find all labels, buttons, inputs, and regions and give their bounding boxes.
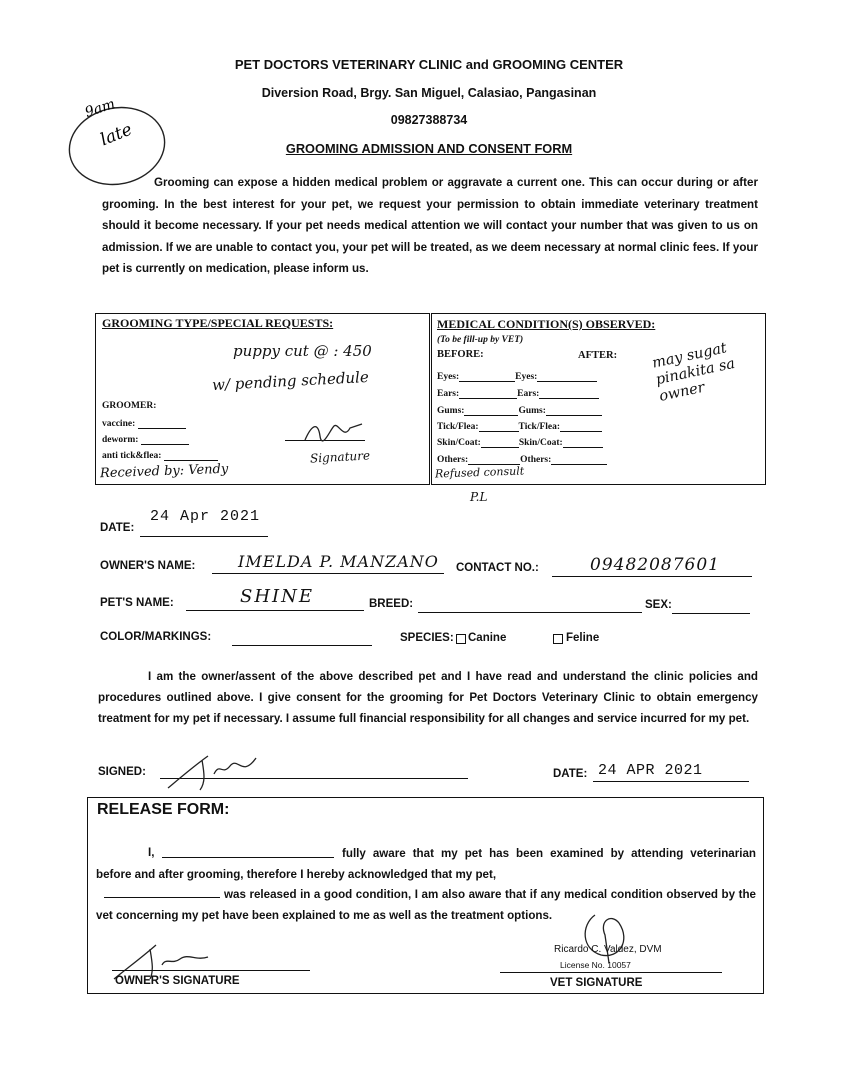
grooming-request-line2: w/ pending schedule xyxy=(211,367,370,395)
refused-consult: Refused consult xyxy=(434,464,525,481)
vet-signature-label: VET SIGNATURE xyxy=(550,977,643,989)
grooming-heading: GROOMING TYPE/SPECIAL REQUESTS: xyxy=(102,316,334,330)
owner-signature-label: OWNER'S SIGNATURE xyxy=(115,975,240,987)
medical-row-skincoat: Skin/Coat: Skin/Coat: xyxy=(437,437,603,448)
canine-label: Canine xyxy=(468,632,507,644)
date-value: 24 Apr 2021 xyxy=(150,508,261,525)
clinic-phone: 09827388734 xyxy=(390,113,468,127)
feline-label: Feline xyxy=(566,632,600,644)
groomer-signature-scribble xyxy=(300,418,370,448)
initials: P.L xyxy=(470,490,488,504)
owner-signature-line xyxy=(112,970,310,971)
owner-label: OWNER'S NAME: xyxy=(100,560,196,572)
contact-label: CONTACT NO.: xyxy=(456,562,539,574)
grooming-request-line1: puppy cut @ : 450 xyxy=(233,342,372,360)
signed-date-label: DATE: xyxy=(553,768,588,780)
clinic-address: Diversion Road, Brgy. San Miguel, Calasiao, Pangasinan xyxy=(261,86,597,100)
release-text-2: was released in a good condition, I am also aware that if any medical condition observed by the vet concerning my pet have been explained to me as well as the treatment options. xyxy=(96,888,756,922)
sex-label: SEX: xyxy=(645,599,672,611)
vet-signature-scribble xyxy=(575,905,645,965)
vet-license: License No. 10057 xyxy=(560,960,631,970)
form-title: GROOMING ADMISSION AND CONSENT FORM xyxy=(285,141,573,156)
date-label: DATE: xyxy=(100,522,135,534)
medical-heading: MEDICAL CONDITION(S) OBSERVED: xyxy=(437,317,656,331)
species-label: SPECIES: xyxy=(400,632,454,644)
deworm-row: deworm: xyxy=(102,434,189,445)
signature-label: Signature xyxy=(309,448,371,466)
signed-date-value: 24 APR 2021 xyxy=(598,762,703,779)
owner-signature-scribble xyxy=(160,748,270,794)
medical-row-tickflea: Tick/Flea: Tick/Flea: xyxy=(437,421,602,432)
feline-checkbox[interactable] xyxy=(553,634,563,644)
release-heading: RELEASE FORM: xyxy=(97,801,230,818)
release-i: I, xyxy=(148,846,155,859)
antitick-row: anti tick&flea: xyxy=(102,450,218,461)
intro-paragraph: Grooming can expose a hidden medical problem or aggravate a current one. This can occur during or after grooming. In the best interest for your pet, we request your permission to obtain immediate veterinary treatment should it become necessary. If your pet needs medical attention we will contact your number that was given to us on admission. If we are unable to contact you, your pet will be treated, as we deem necessary at normal clinic fees. If your pet is currently on medication, please inform us. xyxy=(102,176,758,275)
canine-checkbox[interactable] xyxy=(456,634,466,644)
clinic-name: PET DOCTORS VETERINARY CLINIC and GROOMING CENTER xyxy=(234,57,624,72)
after-label: AFTER: xyxy=(578,350,618,361)
medical-hand-note: may sugat pinakita sa owner xyxy=(650,340,737,405)
medical-row-gums: Gums: Gums: xyxy=(437,405,602,416)
medical-row-others: Others: Others: xyxy=(437,454,607,465)
vet-name: Ricardo C. Valdez, DVM xyxy=(554,944,662,955)
medical-subheading: (To be fill-up by VET) xyxy=(437,335,524,345)
color-label: COLOR/MARKINGS: xyxy=(100,631,212,643)
medical-row-ears: Ears: Ears: xyxy=(437,388,599,399)
color-line xyxy=(232,629,372,646)
owner-value[interactable]: IMELDA P. MANZANO xyxy=(238,552,439,571)
breed-line xyxy=(418,596,642,613)
vaccine-row: vaccine: xyxy=(102,418,186,429)
contact-value[interactable]: 09482087601 xyxy=(590,555,720,575)
medical-row-eyes: Eyes: Eyes: xyxy=(437,371,597,382)
consent-paragraph: I am the owner/assent of the above described pet and I have read and understand the clinic policies and procedures outlined above. I give consent for the grooming for Pet Doctors Veterinary Clinic to obtain emergency treatment for my pet if necessary. I assume full financial responsibility for all changes and service incurred for my pet. xyxy=(98,670,758,725)
groomer-label: GROOMER: xyxy=(102,401,157,411)
breed-label: BREED: xyxy=(369,598,414,610)
signed-label: SIGNED: xyxy=(98,766,146,778)
pet-name-label: PET'S NAME: xyxy=(100,597,174,609)
release-text-1: fully aware that my pet has been examined by attending veterinarian before and after grooming, therefore I hereby acknowledged that my pet, xyxy=(96,847,756,881)
sex-line xyxy=(672,597,750,614)
vet-signature-line xyxy=(500,972,722,973)
note-line1: 9am xyxy=(83,96,118,121)
before-label: BEFORE: xyxy=(437,349,484,360)
pet-name-value[interactable]: SHINE xyxy=(240,586,315,607)
received-by: Received by: Vendy xyxy=(99,461,229,482)
note-line2: late xyxy=(97,119,136,151)
